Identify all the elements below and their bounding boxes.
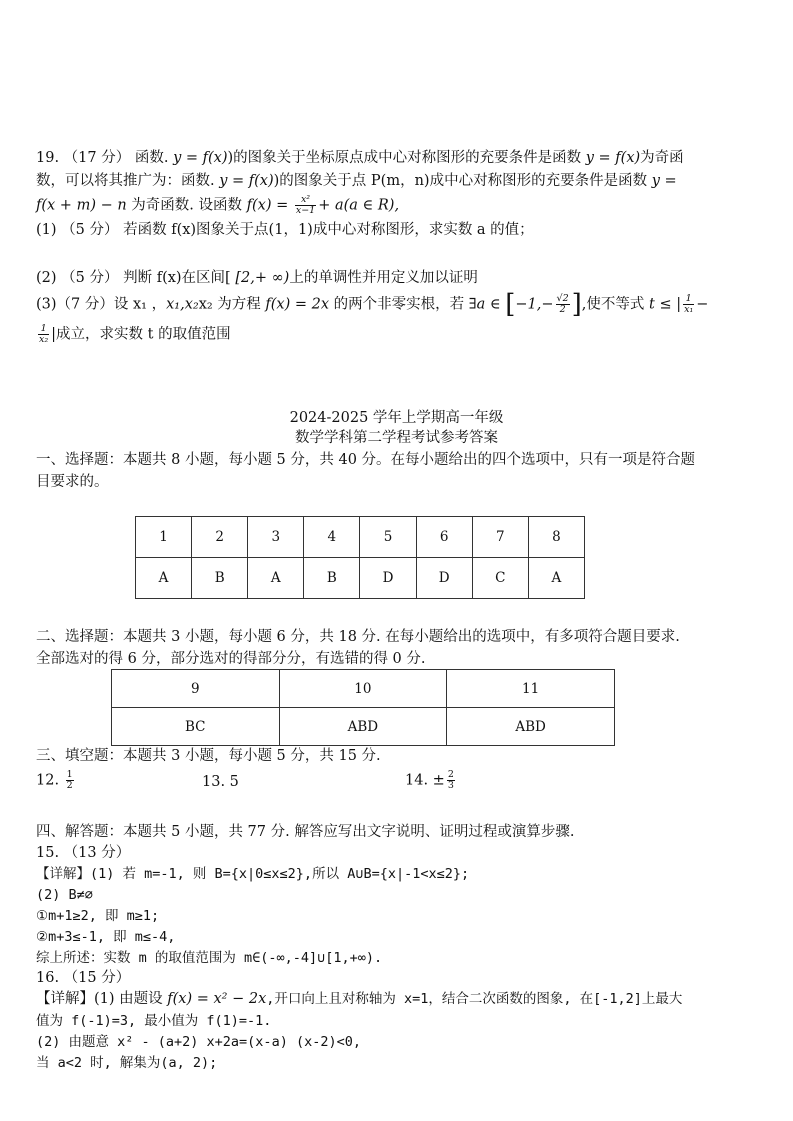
table-cell: D <box>360 558 416 599</box>
q15-line5: 综上所述：实数 m 的取值范围为 m∈(-∞,-4]∪[1,+∞). <box>36 950 383 966</box>
answer-13: 13. 5 <box>202 774 239 790</box>
q16-line2: 值为 f(-1)=3, 最小值为 f(1)=-1. <box>36 1013 272 1029</box>
answer-14 <box>405 770 457 791</box>
numerator: x² <box>295 195 316 206</box>
section1-answer-table <box>135 516 585 599</box>
section1-line2: 目要求的。 <box>36 474 109 490</box>
text: )的图象关于坐标原点成中心对称图形的充要条件是函数 <box>227 150 586 166</box>
q19-part3 <box>36 289 709 320</box>
denominator: 2 <box>559 304 566 315</box>
q15-line4: ②m+3≤-1, 即 m≤-4, <box>36 929 176 945</box>
text: 14. ± <box>405 772 445 789</box>
text: 【详解】(1) 由题设 <box>36 991 168 1007</box>
table-cell: A <box>528 558 584 599</box>
table-row <box>136 558 585 599</box>
bracket: ] <box>571 289 582 320</box>
text: 为奇函 <box>640 150 684 166</box>
q15-line3: ①m+1≥2, 即 m≥1; <box>36 908 160 924</box>
table-cell: 9 <box>112 670 280 708</box>
text: 19. （17 分） 函数. <box>36 150 174 166</box>
math: y = f(x) <box>173 150 228 166</box>
numerator: 2 <box>447 769 454 780</box>
table-row <box>136 517 585 558</box>
text: 为奇函数. 设函数 <box>126 197 247 214</box>
math: x₁,x₂ <box>166 296 199 313</box>
table-cell: 8 <box>528 517 584 558</box>
bracket: [ <box>505 289 516 320</box>
fraction <box>447 770 455 791</box>
q19-part3-cont <box>36 324 231 345</box>
denominator: x₁ <box>684 304 694 315</box>
q19-line1 <box>36 148 684 168</box>
q15-line2: (2) B≠∅ <box>36 887 93 903</box>
text: (2) （5 分） 判断 f(x)在区间[ <box>36 270 236 286</box>
math: y = f(x) <box>219 173 274 189</box>
denominator: 3 <box>447 780 454 791</box>
q16-line4: 当 a<2 时, 解集为(a, 2); <box>36 1055 218 1071</box>
math: ∃a ∈ <box>468 296 506 313</box>
table-row <box>112 670 615 708</box>
text: x₂ 为方程 <box>198 296 266 313</box>
answer-12 <box>36 770 76 791</box>
text: 的两个非零实根，若 <box>329 296 469 313</box>
table-row <box>112 708 615 746</box>
answer-title-1: 2024-2025 学年上学期高一年级 <box>289 410 504 426</box>
section2-line2: 全部选对的得 6 分，部分选对的得部分分，有选错的得 0 分. <box>36 651 426 667</box>
numerator: 1 <box>38 324 49 335</box>
math: y = <box>651 173 677 189</box>
table-cell: C <box>472 558 528 599</box>
numerator: 1 <box>66 769 73 780</box>
table-cell: 1 <box>136 517 192 558</box>
q19-part2 <box>36 268 478 288</box>
table-cell: D <box>416 558 472 599</box>
section3-line1: 三、填空题：本题共 3 小题，每小题 5 分，共 15 分. <box>36 748 381 764</box>
fraction <box>66 770 74 791</box>
fraction <box>556 294 570 315</box>
table-cell: ABD <box>279 708 447 746</box>
table-cell: 11 <box>447 670 615 708</box>
table-cell: 4 <box>304 517 360 558</box>
denominator: x−1 <box>295 205 316 216</box>
section4-line1: 四、解答题：本题共 5 小题，共 77 分. 解答应写出文字说明、证明过程或演算步骤. <box>36 824 575 840</box>
numerator: √2 <box>556 293 569 304</box>
fraction <box>38 324 49 345</box>
denominator: x₂ <box>39 334 49 345</box>
denominator: 2 <box>66 780 73 791</box>
fraction <box>295 195 316 216</box>
section2-answer-table <box>111 669 615 746</box>
text: 数，可以将其推广为：函数. <box>36 173 220 189</box>
q16-title: 16. （15 分） <box>36 970 131 986</box>
table-cell: 6 <box>416 517 472 558</box>
math: f(x) = <box>246 197 289 214</box>
table-cell: A <box>248 558 304 599</box>
q15-line1: 【详解】(1) 若 m=-1, 则 B={x|0≤x≤2},所以 A∪B={x|-1<x≤2}; <box>36 866 470 882</box>
q16-line3: (2) 由题意 x² - (a+2) x+2a=(x-a) (x-2)<0, <box>36 1034 361 1050</box>
text: |成立，求实数 t 的取值范围 <box>51 326 231 343</box>
math: f(x) = x² − 2x <box>167 991 267 1007</box>
q19-line2 <box>36 171 677 191</box>
text: )的图象关于点 P(m，n)成中心对称图形的充要条件是函数 <box>273 173 652 189</box>
math: [2,+ ∞) <box>235 270 290 286</box>
section2-line1: 二、选择题：本题共 3 小题，每小题 6 分，共 18 分. 在每小题给出的选项中，有多项符合题目要求. <box>36 629 680 645</box>
numerator: 1 <box>683 294 694 305</box>
table-cell: 7 <box>472 517 528 558</box>
text: (3)（7 分）设 x₁ ， <box>36 296 167 313</box>
fraction <box>683 294 694 315</box>
table-cell: 2 <box>192 517 248 558</box>
math: + a(a ∈ R), <box>318 197 400 214</box>
math: −1,− <box>515 296 554 313</box>
table-cell: B <box>304 558 360 599</box>
math: f(x + m) − n <box>36 197 127 214</box>
table-cell: BC <box>112 708 280 746</box>
table-cell: B <box>192 558 248 599</box>
text: ,使不等式 <box>581 296 650 313</box>
q19-line3 <box>36 195 399 216</box>
table-cell: A <box>136 558 192 599</box>
text: 12. <box>36 772 60 789</box>
q16-line1 <box>36 989 682 1009</box>
q15-title: 15. （13 分） <box>36 845 131 861</box>
table-cell: 5 <box>360 517 416 558</box>
text: ,开口向上且对称轴为 x=1，结合二次函数的图象, 在[-1,2]上最大 <box>266 991 683 1007</box>
q19-part1: (1) （5 分） 若函数 f(x)图象关于点(1，1)成中心对称图形，求实数 a 的值； <box>36 222 534 238</box>
math: t ≤ | <box>649 296 682 313</box>
table-cell: 3 <box>248 517 304 558</box>
table-cell: ABD <box>447 708 615 746</box>
text: 上的单调性并用定义加以证明 <box>289 270 478 286</box>
math: − <box>696 296 709 313</box>
math: f(x) = 2x <box>265 296 330 313</box>
answer-title-2: 数学学科第二学程考试参考答案 <box>295 430 498 446</box>
table-cell: 10 <box>279 670 447 708</box>
section1-line1: 一、选择题：本题共 8 小题，每小题 5 分，共 40 分。在每小题给出的四个选项中，只有一项是符合题 <box>36 452 696 468</box>
math: y = f(x) <box>585 150 641 166</box>
